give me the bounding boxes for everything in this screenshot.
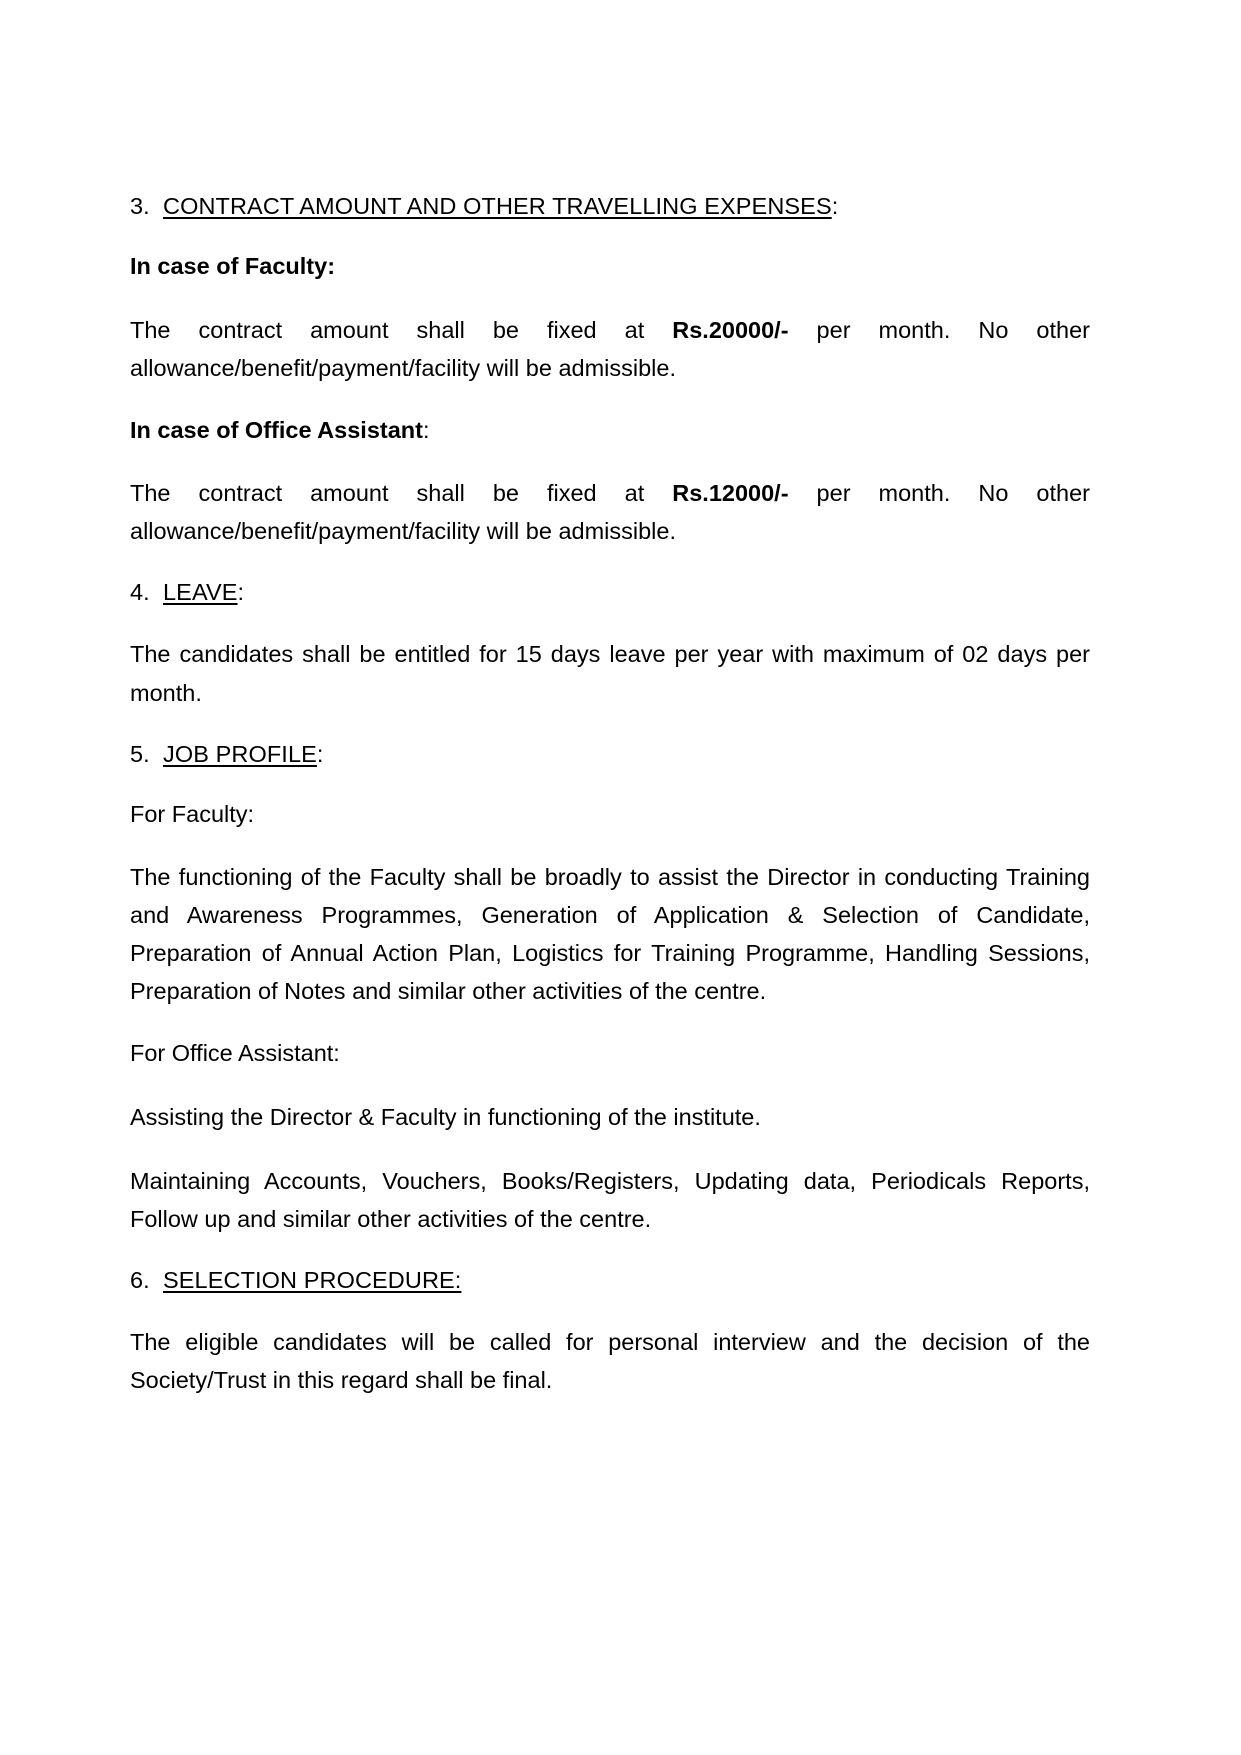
faculty-duties-paragraph: The functioning of the Faculty shall be broadly to assist the Director in conducting Training and Awareness Programmes, Generation of Application & Selection of Candidate, Preparation of Annual Action Plan, Logistics for Training Programme, Handling Sessions, Preparation of Notes and similar other activities of the centre.	[130, 864, 1090, 1005]
section-number: 3.	[130, 193, 150, 219]
section-heading-label: JOB PROFILE	[163, 740, 317, 767]
office-assistant-duties-paragraph-1: Assisting the Director & Faculty in functioning of the institute.	[130, 1103, 761, 1130]
section-number: 5.	[130, 740, 150, 767]
section-heading-colon: :	[831, 193, 839, 219]
office-assistant-duties-paragraph-2: Maintaining Accounts, Vouchers, Books/Registers, Updating data, Periodicals Reports, Follow up and similar other activities of the centre.	[130, 1167, 1090, 1232]
section-heading-label: LEAVE	[163, 579, 238, 606]
faculty-pay-amount: Rs.20000/-	[672, 316, 789, 343]
faculty-pay-text-before: The contract amount shall be fixed at	[130, 316, 673, 343]
office-assistant-pay-label-colon: :	[422, 416, 430, 443]
section-heading-colon: :	[316, 740, 324, 767]
selection-procedure-paragraph: The eligible candidates will be called for personal interview and the decision of the Society/Trust in this regard shall be final.	[130, 1329, 1090, 1394]
section-heading-label: SELECTION PROCEDURE:	[163, 1266, 462, 1293]
leave-paragraph: The candidates shall be entitled for 15 days leave per year with maximum of 02 days per month.	[130, 641, 1090, 706]
office-assistant-pay-label: In case of Office Assistant:	[130, 416, 430, 443]
office-assistant-pay-text-before: The contract amount shall be fixed at	[130, 479, 673, 506]
section-heading-contract-amount	[130, 190, 1090, 223]
section-heading-job-profile	[130, 738, 1090, 771]
for-office-assistant-label: For Office Assistant:	[130, 1040, 340, 1067]
office-assistant-pay-text-after: per month. No other allowance/benefit/payment/facility will be admissible.	[130, 479, 1091, 545]
section-heading-leave	[130, 576, 1090, 609]
section-number: 4.	[130, 579, 150, 606]
faculty-pay-paragraph	[130, 311, 1090, 387]
faculty-pay-label: In case of Faculty:	[130, 253, 336, 280]
section-heading-label: CONTRACT AMOUNT AND OTHER TRAVELLING EXPENSES	[163, 193, 832, 219]
office-assistant-pay-amount: Rs.12000/-	[672, 479, 789, 506]
section-heading-colon: :	[237, 579, 245, 606]
document-body	[130, 190, 1090, 1425]
faculty-pay-text-after: per month. No other allowance/benefit/payment/facility will be admissible.	[130, 316, 1091, 381]
office-assistant-pay-paragraph	[130, 474, 1090, 550]
section-heading-selection-procedure	[130, 1264, 1090, 1297]
for-faculty-label: For Faculty:	[130, 800, 255, 827]
section-number: 6.	[130, 1266, 150, 1293]
